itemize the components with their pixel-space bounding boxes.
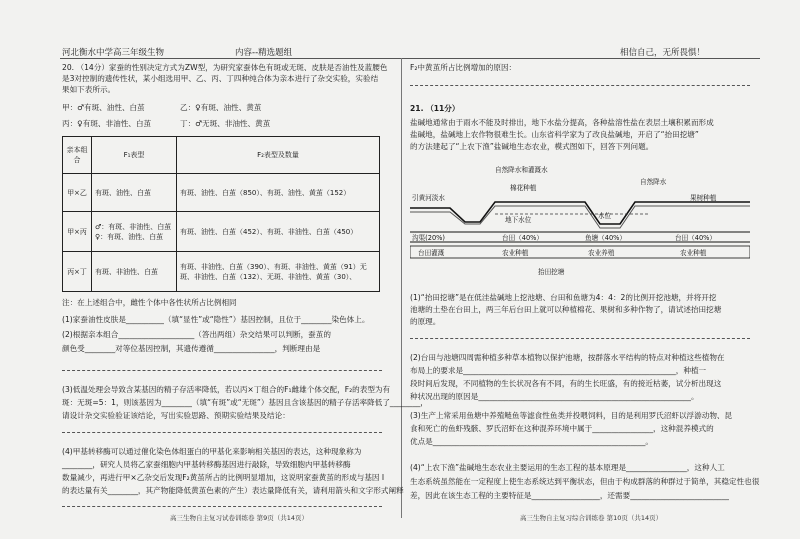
q21-l3: 的方法建起了“上农下渔”盐碱地生态农业，模式图如下，回答下列问题。	[410, 142, 654, 151]
row-f2: 有斑、油性、白茧（850）、有斑、油性、黄茧（152）	[177, 174, 380, 212]
section-label: 台田（40%）	[675, 234, 717, 242]
q21-p4a: (4)“上农下渔”盐碱地生态农业主要运用的生态工程的基本原理是________________，这种人工	[410, 463, 725, 472]
col-f1: F₁表型	[92, 137, 177, 174]
row-f2: 有斑、油性、白茧（452）、有斑、非油性、白茧（450）	[177, 212, 380, 252]
header-rule	[60, 58, 760, 59]
q21-p1b: 池塘的土垫在台田上，两三年后台田上就可以种植棉花、果树和多种作物了，请试述抬田挖塘	[410, 305, 722, 314]
q20-p3a: (3)低温处理会导致含某基因的精子存活率降低，若以丙×丁组合的F₁雌雄个体交配，F₂的表型为有	[62, 385, 391, 394]
q21-l2: 盐碱地，盐碱地上农作物很难生长。山东省科学家为了改良盐碱地，开启了“抬田挖塘”	[410, 130, 699, 139]
footer-right: 高三生物自主复习综合训练卷 第10页（共14页）	[520, 514, 663, 522]
section-label: 沟渠(20%)	[412, 234, 445, 242]
parent-yi: 乙：♀有斑、油性、黄茧	[180, 103, 262, 112]
q21-p4c: 差，因此在该生态工程的主要特征是__________________，还需要__________________________	[410, 491, 729, 500]
table-row	[63, 252, 380, 292]
field-pond-diagram	[410, 162, 750, 282]
page-divider	[401, 58, 402, 518]
q20-line1: 20. （14分）家蚕的性别决定方式为ZW型，为研究家蚕体色有斑或无斑、皮肤是否油性及蓝腰色	[62, 63, 388, 72]
q21-p1c: 的原理。	[410, 317, 441, 326]
answer-line	[62, 370, 382, 371]
diagram-water-level: 水位	[598, 212, 612, 220]
terrain-profile-inner	[410, 206, 750, 228]
row-f1: 有斑、油性、白茧	[92, 174, 177, 212]
answer-line	[62, 432, 382, 433]
q21-p3c: 优点是________________________________________________________。	[410, 437, 653, 446]
diagram-natural-water: 自然降水和灌溉水	[495, 166, 548, 174]
q21-p4b: 生态系统虽然能在一定程度上使生态系统达到平衡状态，但由于构成群落的种群过于简单，其稳定性也很	[410, 477, 760, 486]
row-parent: 甲×丙	[63, 212, 92, 252]
q21-p2c: 段时间后发现，不同植物的生长状况各有不同，有的生长旺盛，有的接近枯萎，试分析出现这	[410, 379, 722, 388]
table-note: 注：在上述组合中，雌性个体中各性状所占比例相同	[62, 298, 237, 307]
q21-p2a: (2)台田与池塘四周需种植多种草本植物以保护池塘，按群落水平结构的特点对种植这些植物在	[410, 353, 725, 362]
diagram-rain: 自然降水	[640, 178, 667, 186]
section-label: 台田（40%）	[502, 234, 544, 242]
q20-p4b: ________，研究人员将乙家蚕细胞内甲基转移酶基因进行敲除，导致细胞内甲基转移酶	[62, 460, 351, 469]
table-header-row	[63, 137, 380, 174]
bottom-label: 台田灌溉	[418, 249, 445, 257]
q21-p1a: (1)“抬田挖塘”是在低洼盐碱地上挖池塘、台田和鱼塘为4：4：2的比例开挖池塘，并将开挖	[410, 293, 717, 302]
bottom-label: 农业种植	[502, 249, 529, 257]
header-left: 河北衡水中学高三年级生物	[62, 48, 165, 58]
q20-p4e: F₂中黄茧所占比例增加的原因：	[410, 63, 517, 72]
q20-p3b: 斑：无斑=5：1，则该基因为________（填“有斑”或“无斑”）基因且含该基因的精子存活率降低了________，	[62, 398, 428, 407]
diagram-fruit: 果树种植	[690, 194, 717, 202]
section-label: 鱼塘（40%）	[585, 234, 627, 242]
parent-jia: 甲：♂有斑、油性、白茧	[62, 103, 145, 112]
row-f1: 有斑、非油性、白茧	[92, 252, 177, 292]
q20-p2b: 颜色受________对等位基因控制，其遗传遵循________________，判断理由是	[62, 344, 321, 353]
footer-left: 高三生物自主复习试卷训练卷 第9页（共14页）	[170, 514, 308, 522]
row-f1: ♂：有斑、非油性、白茧 ♀：有斑、油性、白茧	[92, 212, 177, 252]
bottom-label: 农业种植	[680, 249, 707, 257]
parent-bing: 丙：♀有斑、非油性、白茧	[62, 119, 152, 128]
col-f2: F₂表型及数量	[177, 137, 380, 174]
cross-results-table	[62, 136, 380, 292]
q20-p4c: 数量减少，再进行甲×乙杂交后发现F₂黄茧所占的比例明显增加，这说明家蚕黄茧的形成与基因 I	[62, 473, 385, 482]
bottom-label: 农业养殖	[588, 249, 615, 257]
col-parent: 亲本组合	[63, 137, 92, 174]
q20-p4d: 的表达量有关________，其产物能降低黄茧色素的产生）表达量降低有关，请利用箭头和文字形式阐释	[62, 486, 404, 495]
answer-line	[410, 338, 750, 339]
q21-p2d: 种状况出现的原因是________________________________________________________。	[410, 392, 699, 401]
q21-p2b: 布局上的要求是________________________________________________________，种植一	[410, 366, 707, 375]
diagram-groundwater: 地下水位	[505, 216, 532, 224]
q20-p1: (1)家蚕油性皮肤是__________（填“显性”或“隐性”）基因控制，且位于________染色体上。	[62, 315, 370, 324]
q20-p2a: (2)根据亲本组合____________________（答出两组）杂交结果可以判断，蚕茧的	[62, 330, 331, 339]
q21-p3b: 食和死亡的鱼虾残骸、罗氏沼虾在这种混养环境中属于________________，这种混养模式的	[410, 424, 714, 433]
parent-ding: 丁：♂无斑、非油性、黄茧	[180, 119, 271, 128]
diagram-caption: 抬田挖塘	[538, 268, 565, 276]
q21-l1: 盐碱地通常由于雨水不能及时排出，地下水盐分提高，各种盐溶性盐在表层土壤积累而形成	[410, 118, 714, 127]
q21-p3a: (3)生产上常采用鱼塘中养殖鲢鱼等滤食性鱼类并投喂饲料，目的是利用罗氏沼虾以浮游动物、昆	[410, 411, 733, 420]
diagram-cotton: 棉花种植	[510, 184, 537, 192]
header-center: 内容--精选题组	[235, 48, 293, 58]
answer-line	[62, 506, 382, 507]
row-parent: 甲×乙	[63, 174, 92, 212]
row-parent: 丙×丁	[63, 252, 92, 292]
q20-p3c: 请设计杂交实验验证该结论，写出实验思路、预期实验结果及结论：	[62, 411, 290, 420]
table-row	[63, 174, 380, 212]
diagram-river: 引黄河淡水	[412, 194, 445, 202]
q21-title: 21. （11分）	[410, 104, 460, 113]
answer-line	[410, 85, 750, 86]
q20-line3: 果如下表所示。	[62, 85, 116, 94]
table-row	[63, 212, 380, 252]
q20-p4a: (4)甲基转移酶可以通过催化染色体组蛋白的甲基化来影响相关基因的表达，这种现象称为	[62, 447, 362, 456]
q20-line2: 是3对控制的遗传性状，某小组选用甲、乙、丙、丁四种纯合体为亲本进行了杂交实验，实验结	[62, 74, 379, 83]
header-right: 相信自己，无所畏惧！	[620, 48, 706, 58]
row-f2: 有斑、非油性、白茧（390）、有斑、非油性、黄茧（91）无斑、非油性、白茧（132）、无斑、非油性、黄茧（30）、	[177, 252, 380, 292]
